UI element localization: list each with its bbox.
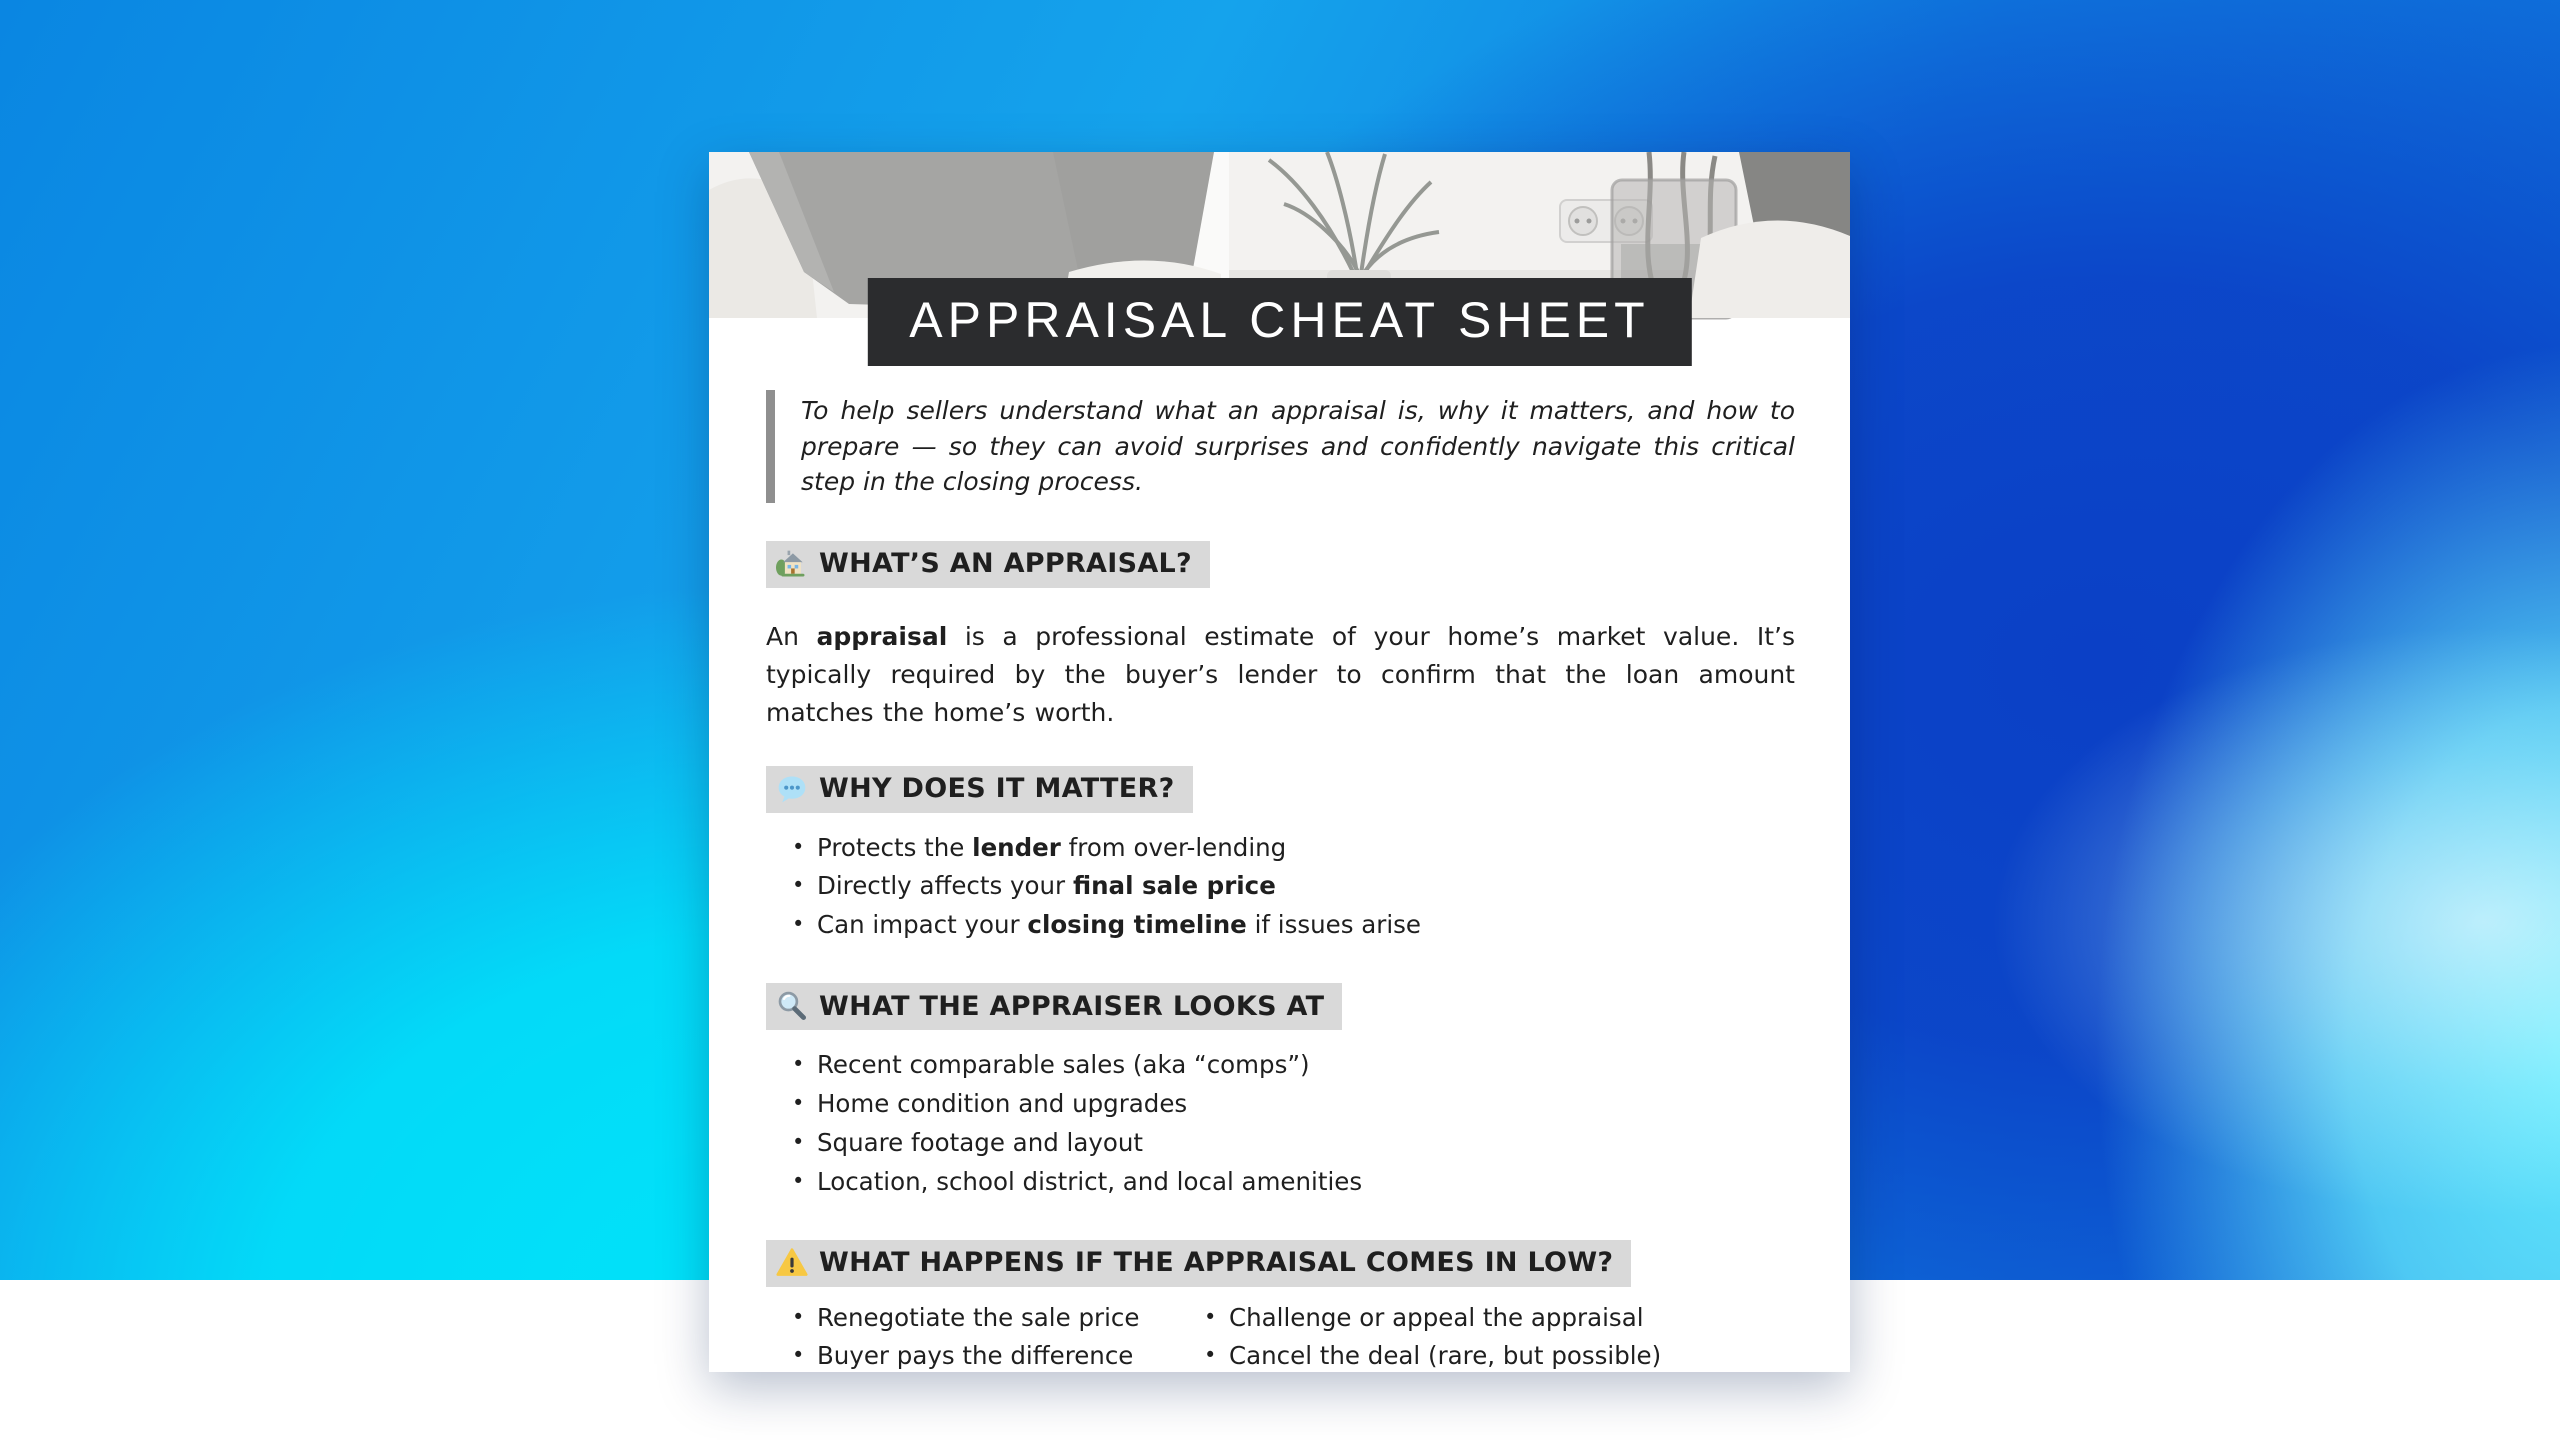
bullet-item: • Challenge or appeal the appraisal <box>1202 1303 1795 1334</box>
speech-bubble-icon <box>776 773 808 805</box>
appraiser-looks-at-list <box>766 1050 1795 1197</box>
low-appraisal-column-right <box>1178 1303 1795 1381</box>
bullet-item: • Buyer pays the difference <box>790 1341 1178 1372</box>
section-title: WHY DOES IT MATTER? <box>819 773 1175 804</box>
low-appraisal-columns <box>766 1303 1795 1381</box>
intro-quote <box>766 390 1795 503</box>
bullet-item: • Can impact your closing timeline if issues arise <box>790 910 1795 941</box>
bullet-item: • Location, school district, and local amenities <box>790 1167 1795 1198</box>
section-header-what-the-appraiser-looks-at <box>766 983 1342 1030</box>
low-appraisal-column-left <box>766 1303 1178 1381</box>
page-title: APPRAISAL CHEAT SHEET <box>909 292 1650 348</box>
section-header-why-does-it-matter <box>766 766 1193 813</box>
bullet-item: • Renegotiate the sale price <box>790 1303 1178 1334</box>
bullet-item: • Home condition and upgrades <box>790 1089 1795 1120</box>
bullet-item: • Cancel the deal (rare, but possible) <box>1202 1341 1795 1372</box>
document-page <box>709 152 1850 1372</box>
why-matters-list <box>766 833 1795 942</box>
bullet-item: • Directly affects your final sale price <box>790 871 1795 902</box>
intro-text: To help sellers understand what an appraisal is, why it matters, and how to prepare — so they can avoid surprises and confidently navigate this critical step in the closing process. <box>801 396 1795 496</box>
section-title: WHAT THE APPRAISER LOOKS AT <box>819 990 1325 1022</box>
document-content <box>709 390 1850 1440</box>
title-banner <box>867 278 1691 366</box>
section-title: WHAT’S AN APPRAISAL? <box>819 548 1193 579</box>
section-header-whats-an-appraisal <box>766 541 1210 588</box>
bullet-item: • Recent comparable sales (aka “comps”) <box>790 1050 1795 1081</box>
section-header-appraisal-comes-in-low <box>766 1240 1631 1287</box>
section-paragraph: An appraisal is a professional estimate of your home’s market value. It’s typically required by the buyer’s lender to confirm that the loan amount matches the home’s worth. <box>766 621 1795 727</box>
magnifying-glass-icon <box>776 990 808 1022</box>
warning-icon <box>776 1247 808 1279</box>
house-icon <box>776 548 808 580</box>
bullet-item: • Protects the lender from over-lending <box>790 833 1795 864</box>
section-title: WHAT HAPPENS IF THE APPRAISAL COMES IN LOW? <box>819 1247 1614 1279</box>
bullet-item: • Square footage and layout <box>790 1128 1795 1159</box>
